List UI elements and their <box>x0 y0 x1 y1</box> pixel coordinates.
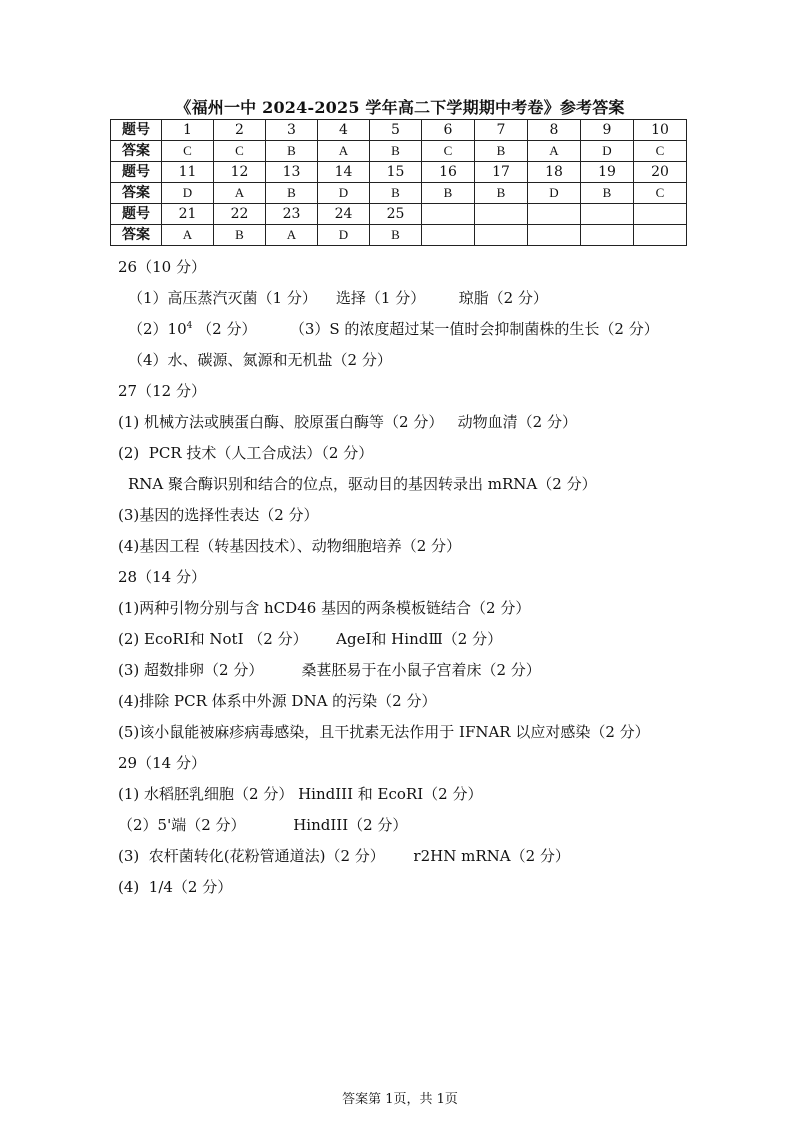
q28-line-1: (1)两种引物分别与含 hCD46 基因的两条模板链结合（2 分） <box>118 599 531 617</box>
question-number-cell: 1 <box>162 120 214 141</box>
q28-header: 28（14 分） <box>118 568 206 586</box>
question-number-cell <box>475 204 528 225</box>
q27-line-1: (1) 机械方法或胰蛋白酶、胶原蛋白酶等（2 分） 动物血清（2 分） <box>118 413 577 431</box>
answer-cell: B <box>475 183 528 204</box>
q29-line-2: （2）5'端（2 分） HindIII（2 分） <box>118 816 408 834</box>
table-row <box>111 225 687 246</box>
question-number-cell: 14 <box>318 162 370 183</box>
q29-header: 29（14 分） <box>118 754 206 772</box>
question-number-cell: 15 <box>370 162 422 183</box>
table-row <box>111 162 687 183</box>
q29-line-4: (4) 1/4（2 分） <box>118 878 233 896</box>
q26-line-2 <box>118 314 758 345</box>
q27-line-2: (2) PCR 技术（人工合成法）（2 分） <box>118 444 374 462</box>
q27-line-3: RNA 聚合酶识别和结合的位点，驱动目的基因转录出 mRNA（2 分） <box>128 475 597 493</box>
answer-cell: A <box>528 141 581 162</box>
q27-line-4: (3)基因的选择性表达（2 分） <box>118 506 319 524</box>
table-row <box>111 183 687 204</box>
q28-line-2: (2) EcoRⅠ和 NotI （2 分） AgeⅠ和 HindⅢ（2 分） <box>118 630 503 648</box>
answer-cell: B <box>370 225 422 246</box>
answer-cell: B <box>266 183 318 204</box>
answer-cell: B <box>370 141 422 162</box>
answer-cell: A <box>162 225 214 246</box>
q28-line-5: (5)该小鼠能被麻疹病毒感染，且干扰素无法作用于 IFNAR 以应对感染（2 分） <box>118 723 650 741</box>
question-number-cell: 23 <box>266 204 318 225</box>
question-number-cell <box>422 204 475 225</box>
question-number-cell: 19 <box>581 162 634 183</box>
question-number-cell: 9 <box>581 120 634 141</box>
row-label: 答案 <box>111 225 162 246</box>
question-number-cell: 25 <box>370 204 422 225</box>
answer-cell: B <box>581 183 634 204</box>
question-number-cell: 5 <box>370 120 422 141</box>
question-number-cell: 6 <box>422 120 475 141</box>
row-label: 题号 <box>111 120 162 141</box>
question-number-cell: 17 <box>475 162 528 183</box>
q27-line-5: (4)基因工程（转基因技术）、动物细胞培养（2 分） <box>118 537 462 555</box>
question-number-cell: 18 <box>528 162 581 183</box>
answer-content <box>118 252 758 903</box>
q29-line-3: (3) 农杆菌转化(花粉管通道法)（2 分） r2HN mRNA（2 分） <box>118 847 570 865</box>
answer-cell: A <box>266 225 318 246</box>
answer-cell <box>475 225 528 246</box>
question-number-cell: 2 <box>214 120 266 141</box>
q26-line-3: （4）水、碳源、氮源和无机盐（2 分） <box>128 351 392 369</box>
q26-superscript: 4 <box>186 321 193 331</box>
page-title: 《福州一中 2024-2025 学年高二下学期期中考卷》参考答案 <box>175 98 625 117</box>
answer-cell: D <box>528 183 581 204</box>
answer-cell <box>634 225 687 246</box>
answer-cell: B <box>266 141 318 162</box>
row-label: 题号 <box>111 204 162 225</box>
answer-cell: B <box>475 141 528 162</box>
q26-line-2a: （2）10 <box>128 320 187 338</box>
table-row <box>111 204 687 225</box>
answer-cell: B <box>370 183 422 204</box>
answer-cell: C <box>214 141 266 162</box>
answer-cell: B <box>214 225 266 246</box>
question-number-cell: 24 <box>318 204 370 225</box>
question-number-cell: 12 <box>214 162 266 183</box>
q26-line-2b: （2 分） （3）S 的浓度超过某一值时会抑制菌株的生长（2 分） <box>192 320 659 338</box>
question-number-cell: 21 <box>162 204 214 225</box>
question-number-cell: 22 <box>214 204 266 225</box>
question-number-cell: 3 <box>266 120 318 141</box>
question-number-cell <box>634 204 687 225</box>
table-row <box>111 141 687 162</box>
question-number-cell: 8 <box>528 120 581 141</box>
answer-cell: A <box>318 141 370 162</box>
answer-cell: B <box>422 183 475 204</box>
question-number-cell: 11 <box>162 162 214 183</box>
answer-cell <box>528 225 581 246</box>
answer-cell: D <box>318 183 370 204</box>
answer-cell <box>422 225 475 246</box>
question-number-cell: 20 <box>634 162 687 183</box>
answer-cell: C <box>162 141 214 162</box>
answer-cell: C <box>422 141 475 162</box>
question-number-cell: 4 <box>318 120 370 141</box>
question-number-cell: 13 <box>266 162 318 183</box>
question-number-cell: 7 <box>475 120 528 141</box>
page-footer: 答案第 1页，共 1页 <box>342 1092 458 1107</box>
question-number-cell <box>581 204 634 225</box>
q28-line-3: (3) 超数排卵（2 分） 桑葚胚易于在小鼠子宫着床（2 分） <box>118 661 541 679</box>
q26-line-1: （1）高压蒸汽灭菌（1 分） 选择（1 分） 琼脂（2 分） <box>128 289 548 307</box>
question-number-cell: 16 <box>422 162 475 183</box>
answer-cell <box>581 225 634 246</box>
q27-header: 27（12 分） <box>118 382 206 400</box>
question-number-cell <box>528 204 581 225</box>
answer-cell: A <box>214 183 266 204</box>
answer-cell: D <box>581 141 634 162</box>
row-label: 题号 <box>111 162 162 183</box>
answer-cell: C <box>634 141 687 162</box>
answer-table <box>110 119 687 246</box>
q29-line-1: (1) 水稻胚乳细胞（2 分） HindIII 和 EcoRI（2 分） <box>118 785 483 803</box>
answer-cell: D <box>162 183 214 204</box>
row-label: 答案 <box>111 183 162 204</box>
q28-line-4: (4)排除 PCR 体系中外源 DNA 的污染（2 分） <box>118 692 437 710</box>
answer-cell: D <box>318 225 370 246</box>
table-row <box>111 120 687 141</box>
question-number-cell: 10 <box>634 120 687 141</box>
row-label: 答案 <box>111 141 162 162</box>
q26-header: 26（10 分） <box>118 258 206 276</box>
answer-cell: C <box>634 183 687 204</box>
